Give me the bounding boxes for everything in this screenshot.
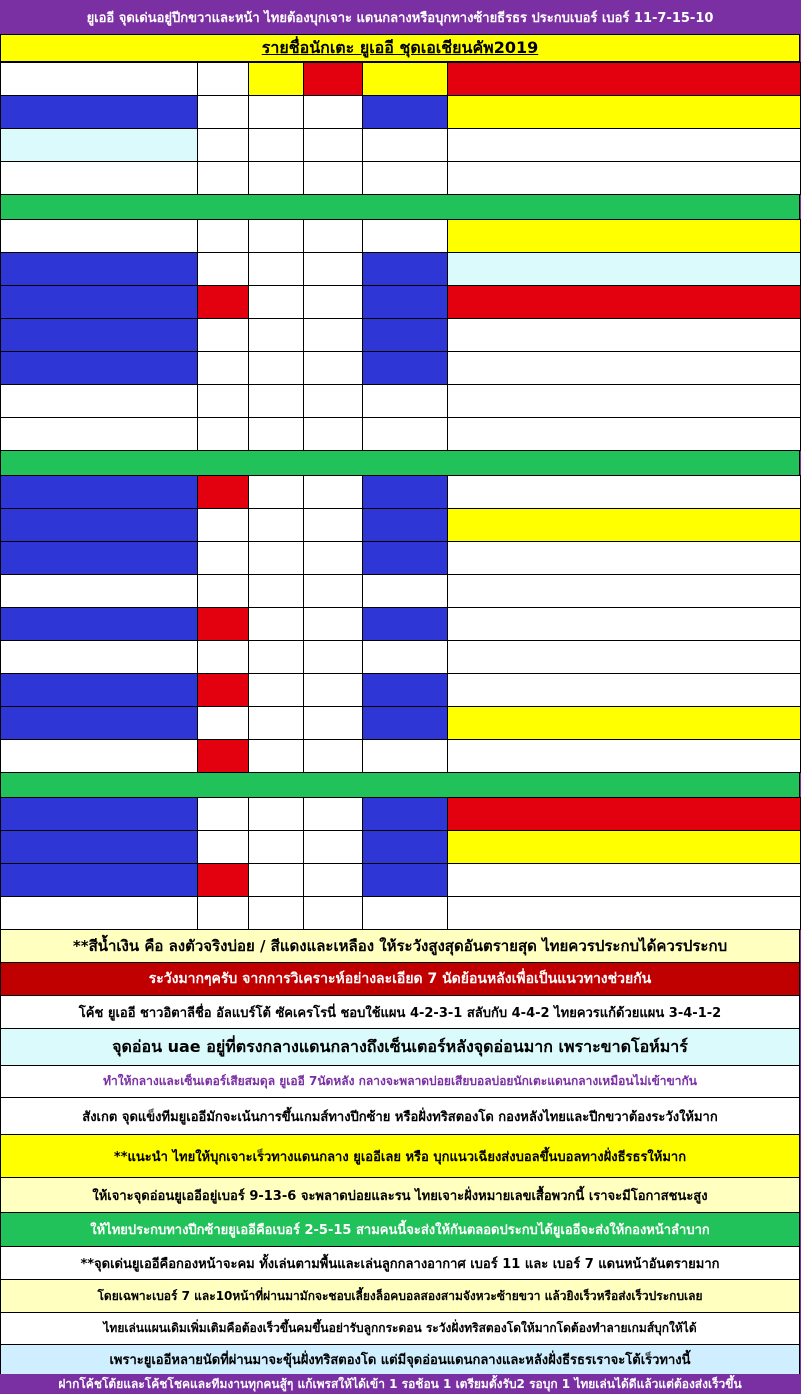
player-height	[303, 285, 363, 319]
player-age	[248, 219, 304, 253]
player-note	[447, 739, 801, 773]
player-height	[303, 739, 363, 773]
note-line: ไทยเล่นแผนเดิมเพิ่มเติมคือต้องเร็วขึ้นคมขึ้นอย่ารับลูกกระดอน ระวังฝั่งทริสตองโดให้มากโดต้องทำลายเกมส์บุกให้ได้	[0, 1312, 800, 1345]
col-header-number	[197, 62, 249, 96]
player-note	[447, 706, 801, 740]
player-height	[303, 252, 363, 286]
player-note	[447, 574, 801, 608]
player-number	[197, 219, 249, 253]
player-age	[248, 863, 304, 897]
player-note	[447, 830, 801, 864]
player-position	[362, 863, 448, 897]
player-position	[362, 830, 448, 864]
group-separator	[0, 194, 800, 220]
player-position	[362, 219, 448, 253]
player-number	[197, 673, 249, 707]
player-height	[303, 318, 363, 352]
player-name	[0, 161, 198, 195]
player-number	[197, 541, 249, 575]
player-number	[197, 161, 249, 195]
player-height	[303, 673, 363, 707]
player-age	[248, 739, 304, 773]
player-number	[197, 475, 249, 509]
player-height	[303, 797, 363, 831]
player-age	[248, 475, 304, 509]
player-note	[447, 797, 801, 831]
note-line: โดยเฉพาะเบอร์ 7 และ10หน้าที่ผ่านมามักจะชอบเลี้ยงล็อคบอลสองสามจังหวะซ้ายขวา แล้วยิงเร็วหรือส่งเร็วประกบเลย	[0, 1279, 800, 1313]
player-height	[303, 541, 363, 575]
player-name	[0, 640, 198, 674]
player-number	[197, 285, 249, 319]
player-note	[447, 318, 801, 352]
player-note	[447, 640, 801, 674]
player-number	[197, 417, 249, 451]
player-height	[303, 95, 363, 129]
player-position	[362, 417, 448, 451]
player-note	[447, 351, 801, 385]
player-number	[197, 797, 249, 831]
player-name	[0, 351, 198, 385]
player-number	[197, 574, 249, 608]
player-age	[248, 252, 304, 286]
player-position	[362, 706, 448, 740]
player-name	[0, 706, 198, 740]
player-age	[248, 896, 304, 930]
note-line: จุดอ่อน uae อยู่ที่ตรงกลางแดนกลางถึงเซ็นเตอร์หลังจุดอ่อนมาก เพราะขาดโอห์มาร์	[0, 1028, 800, 1066]
player-name	[0, 830, 198, 864]
player-height	[303, 219, 363, 253]
player-height	[303, 161, 363, 195]
group-separator	[0, 450, 800, 476]
player-note	[447, 219, 801, 253]
player-name	[0, 417, 198, 451]
player-note	[447, 384, 801, 418]
player-note	[447, 285, 801, 319]
player-age	[248, 285, 304, 319]
note-line: สังเกต จุดแข็งทีมยูเออีมักจะเน้นการขึ้นเกมส์ทางปีกซ้าย หรือฝั่งทริสตองโด กองหลังไทยและปีกขวาต้องระวังให้มาก	[0, 1097, 800, 1135]
player-height	[303, 475, 363, 509]
player-age	[248, 351, 304, 385]
player-name	[0, 896, 198, 930]
player-position	[362, 640, 448, 674]
player-name	[0, 285, 198, 319]
player-note	[447, 863, 801, 897]
player-number	[197, 128, 249, 162]
player-number	[197, 640, 249, 674]
player-note	[447, 508, 801, 542]
player-height	[303, 574, 363, 608]
player-note	[447, 607, 801, 641]
player-height	[303, 640, 363, 674]
player-note	[447, 252, 801, 286]
player-age	[248, 508, 304, 542]
col-header-height	[303, 62, 363, 96]
player-position	[362, 797, 448, 831]
player-height	[303, 706, 363, 740]
player-number	[197, 95, 249, 129]
player-name	[0, 797, 198, 831]
player-number	[197, 830, 249, 864]
player-number	[197, 706, 249, 740]
player-number	[197, 318, 249, 352]
player-position	[362, 607, 448, 641]
player-position	[362, 673, 448, 707]
player-position	[362, 351, 448, 385]
player-name	[0, 384, 198, 418]
player-height	[303, 351, 363, 385]
player-position	[362, 161, 448, 195]
player-number	[197, 351, 249, 385]
player-number	[197, 252, 249, 286]
player-note	[447, 541, 801, 575]
player-age	[248, 830, 304, 864]
player-position	[362, 128, 448, 162]
page-title: รายชื่อนักเตะ ยูเออี ชุดเอเชียนคัพ2019	[0, 34, 800, 62]
player-age	[248, 161, 304, 195]
player-note	[447, 128, 801, 162]
player-position	[362, 384, 448, 418]
player-name	[0, 673, 198, 707]
header-banner: ยูเออี จุดเด่นอยู่ปีกขวาและหน้า ไทยต้องบุกเจาะ แดนกลางหรือบุกทางซ้ายธีรธร ประกบเบอร์ เบอร์ 11-7-15-10	[0, 0, 800, 34]
player-name	[0, 95, 198, 129]
col-header-age	[248, 62, 304, 96]
note-line: ระวังมากๆครับ จากการวิเคราะห์อย่างละเอียด 7 นัดย้อนหลังเพื่อเป็นแนวทางช่วยกัน	[0, 962, 800, 996]
player-position	[362, 285, 448, 319]
player-height	[303, 417, 363, 451]
player-age	[248, 95, 304, 129]
player-note	[447, 161, 801, 195]
col-header-position	[362, 62, 448, 96]
player-age	[248, 797, 304, 831]
player-name	[0, 541, 198, 575]
player-name	[0, 219, 198, 253]
player-position	[362, 95, 448, 129]
note-line: โค้ช ยูเออี ชาวอิตาลีชื่อ อัลแบร์โต้ ซัคเครโรนี่ ชอบใช้แผน 4-2-3-1 สลับกับ 4-4-2 ไทยควรแก้ด้วยแผน 3-4-1-2	[0, 995, 800, 1029]
note-line: **สีน้ำเงิน คือ ลงตัวจริงบ่อย / สีแดงและเหลือง ให้ระวังสูงสุดอันตรายสุด ไทยควรประกบได้ควรประกบ	[0, 929, 800, 963]
player-number	[197, 896, 249, 930]
player-number	[197, 508, 249, 542]
player-number	[197, 739, 249, 773]
player-age	[248, 574, 304, 608]
note-line: ทำให้กลางและเซ็นเตอร์เสียสมดุล ยูเออี 7นัดหลัง กลางจะพลาดบ่อยเสียบอลบ่อยนักเตะแดนกลางเหมือนไม่เข้าขากัน	[0, 1065, 800, 1098]
note-line: **จุดเด่นยูเออีคือกองหน้าจะคม ทั้งเล่นตามพื้นและเล่นลูกกลางอากาศ เบอร์ 11 และ เบอร์ 7 แดนหน้าอันตรายมาก	[0, 1246, 800, 1280]
player-note	[447, 95, 801, 129]
player-position	[362, 475, 448, 509]
player-position	[362, 508, 448, 542]
note-line: ให้ไทยประกบทางปีกซ้ายยูเออีคือเบอร์ 2-5-15 สามคนนี้จะส่งให้กันตลอดประกบได้ยูเออีจะส่งให้กองหน้าลำบาก	[0, 1212, 800, 1247]
player-position	[362, 574, 448, 608]
player-age	[248, 706, 304, 740]
player-note	[447, 475, 801, 509]
player-age	[248, 417, 304, 451]
player-age	[248, 607, 304, 641]
player-height	[303, 128, 363, 162]
player-height	[303, 607, 363, 641]
player-position	[362, 541, 448, 575]
player-number	[197, 863, 249, 897]
note-line: ให้เจาะจุดอ่อนยูเออีอยู่เบอร์ 9-13-6 จะพลาดบ่อยและรน ไทยเจาะฝั่งหมายเลขเสื้อพวกนี้ เราจะมีโอกาสชนะสูง	[0, 1177, 800, 1213]
col-header-notes	[447, 62, 801, 96]
group-separator	[0, 772, 800, 798]
player-age	[248, 640, 304, 674]
player-name	[0, 318, 198, 352]
player-height	[303, 896, 363, 930]
player-note	[447, 896, 801, 930]
player-height	[303, 384, 363, 418]
player-name	[0, 252, 198, 286]
player-note	[447, 417, 801, 451]
note-line: ฝากโค้ชโต้ยและโค้ชโชคและทีมงานทุกคนสู้ๆ แก้เพรสให้ได้เข้า 1 รอช้อน 1 เตรียมตั้งรับ2 รอบุก 1 ไทยเล่นได้ดีแล้วแต่ต้องส่งเร็วขึ้น	[0, 1374, 800, 1394]
player-number	[197, 384, 249, 418]
player-name	[0, 574, 198, 608]
player-name	[0, 128, 198, 162]
player-number	[197, 607, 249, 641]
player-name	[0, 739, 198, 773]
player-position	[362, 739, 448, 773]
note-line: เพราะยูเออีหลายนัดที่ผ่านมาจะขุ้นฝั่งทริสตองโด แต่มีจุดอ่อนแดนกลางและหลังฝั่งธีรธรเราจะโต้เร็วทางนี้	[0, 1344, 800, 1375]
player-age	[248, 318, 304, 352]
player-age	[248, 673, 304, 707]
player-age	[248, 384, 304, 418]
player-position	[362, 252, 448, 286]
player-position	[362, 318, 448, 352]
player-position	[362, 896, 448, 930]
player-height	[303, 508, 363, 542]
player-name	[0, 607, 198, 641]
player-name	[0, 475, 198, 509]
player-note	[447, 673, 801, 707]
player-age	[248, 541, 304, 575]
player-height	[303, 863, 363, 897]
player-name	[0, 863, 198, 897]
col-header-name	[0, 62, 198, 96]
player-height	[303, 830, 363, 864]
note-line: **แนะนำ ไทยให้บุกเจาะเร็วทางแดนกลาง ยูเออีเลย หรือ บุกแนวเฉียงส่งบอลขึ้นบอลทางฝั่งธีรธรให้มาก	[0, 1134, 800, 1178]
player-age	[248, 128, 304, 162]
player-name	[0, 508, 198, 542]
